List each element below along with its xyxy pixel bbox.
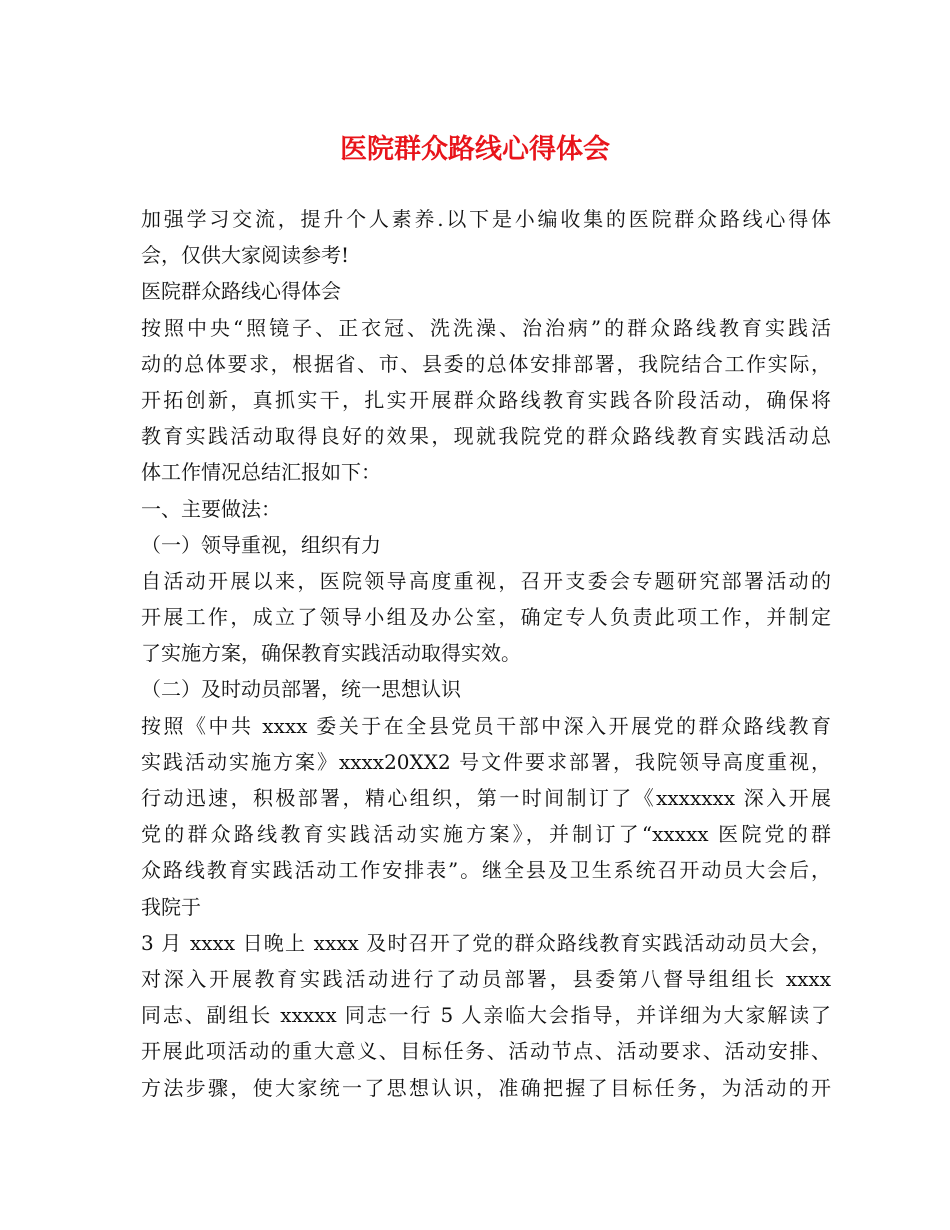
text-line: 同志、副组长 xxxxx 同志一行 5 人亲临大会指导，并详细为大家解读了 <box>141 1003 831 1028</box>
text-line: 了实施方案，确保教育实践活动取得实效。 <box>141 641 521 666</box>
text-line: 按照《中共 xxxx 委关于在全县党员干部中深入开展党的群众路线教育 <box>141 713 831 738</box>
text-line: 党的群众路线教育实践活动实施方案》，并制订了“xxxxx 医院党的群 <box>141 822 831 847</box>
text-line: 自活动开展以来，医院领导高度重视，召开支委会专题研究部署活动的 <box>141 568 831 593</box>
text-line: 开展此项活动的重大意义、目标任务、活动节点、活动要求、活动安排、 <box>141 1039 831 1064</box>
text-line: 加强学习交流，提升个人素养.以下是小编收集的医院群众路线心得体 <box>141 207 831 231</box>
text-line: 一、主要做法： <box>141 496 281 521</box>
text-line: 动的总体要求，根据省、市、县委的总体安排部署，我院结合工作实际， <box>141 351 831 376</box>
text-line: 实践活动实施方案》xxxx20XX2 号文件要求部署，我院领导高度重视， <box>141 749 831 774</box>
text-line: 众路线教育实践活动工作安排表”。继全县及卫生系统召开动员大会后， <box>141 858 831 883</box>
text-line: 3 月 xxxx 日晚上 xxxx 及时召开了党的群众路线教育实践活动动员大会， <box>141 930 831 955</box>
text-line: 方法步骤，使大家统一了思想认识，准确把握了目标任务，为活动的开 <box>141 1075 831 1100</box>
text-line: 开拓创新，真抓实干，扎实开展群众路线教育实践各阶段活动，确保将 <box>141 387 831 412</box>
text-line: 体工作情况总结汇报如下： <box>141 460 381 485</box>
document-title: 医院群众路线心得体会 <box>340 134 610 165</box>
text-line: （二）及时动员部署，统一思想认识 <box>141 677 461 702</box>
text-line: 行动迅速，积极部署，精心组织，第一时间制订了《xxxxxxx 深入开展 <box>141 786 831 810</box>
text-line: 医院群众路线心得体会 <box>141 279 341 304</box>
text-line: 按照中央“照镜子、正衣冠、洗洗澡、治治病”的群众路线教育实践活 <box>141 315 831 340</box>
text-line: 对深入开展教育实践活动进行了动员部署，县委第八督导组组长 xxxx <box>141 966 831 991</box>
document-body <box>141 201 831 1106</box>
text-line: （一）领导重视，组织有力 <box>141 532 381 557</box>
text-line: 教育实践活动取得良好的效果，现就我院党的群众路线教育实践活动总 <box>141 424 831 449</box>
text-line: 我院于 <box>141 894 201 919</box>
text-line: 会，仅供大家阅读参考! <box>141 243 350 268</box>
text-line: 开展工作，成立了领导小组及办公室，确定专人负责此项工作，并制定 <box>141 605 831 630</box>
